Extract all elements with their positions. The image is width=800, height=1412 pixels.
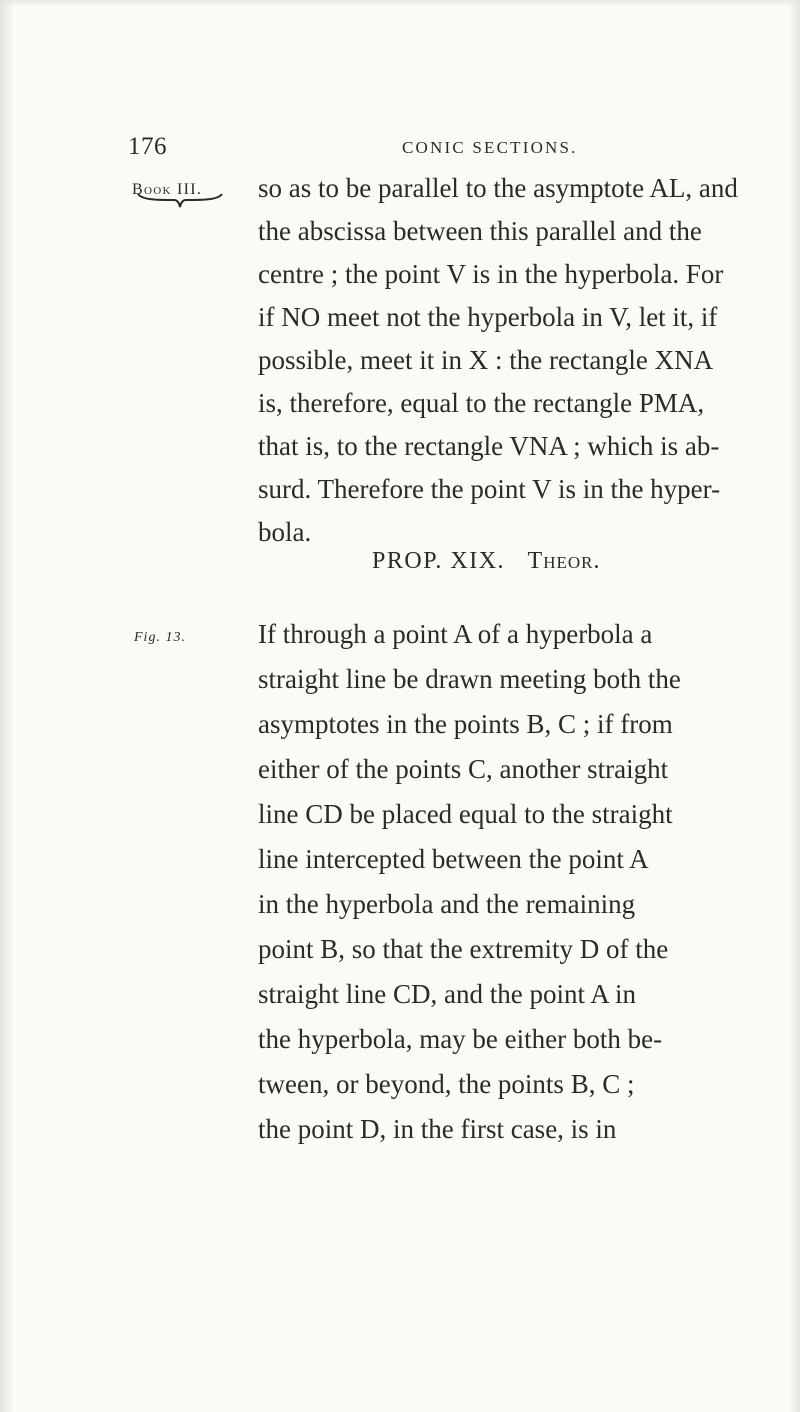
text-line: possible, meet it in X : the rectangle XNA	[258, 345, 714, 375]
text-line: that is, to the rectangle VNA ; which is ab-	[258, 431, 720, 461]
text-line: either of the points C, another straight	[258, 754, 669, 784]
text-line: line CD be placed equal to the straight	[258, 799, 673, 829]
margin-book-note: Book III.	[132, 181, 203, 198]
text-line: line intercepted between the point A	[258, 844, 649, 874]
text-line: the point D, in the first case, is in	[258, 1114, 617, 1144]
text-line: tween, or beyond, the points B, C ;	[258, 1069, 635, 1099]
proposition-label: PROP. XIX.	[372, 548, 506, 574]
page-number: 176	[128, 133, 167, 160]
text-line: surd. Therefore the point V is in the hyper-	[258, 474, 721, 504]
margin-brace-icon	[136, 192, 224, 210]
page-gutter-shadow	[0, 0, 14, 1412]
text-line: If through a point A of a hyperbola a	[258, 619, 653, 649]
text-line: straight line be drawn meeting both the	[258, 664, 681, 694]
text-line: in the hyperbola and the remaining	[258, 889, 636, 919]
text-line: asymptotes in the points B, C ; if from	[258, 709, 673, 739]
text-line: bola.	[258, 517, 312, 547]
text-line: point B, so that the extremity D of the	[258, 934, 669, 964]
text-line: centre ; the point V is in the hyperbola. For	[258, 259, 724, 289]
running-title: CONIC SECTIONS.	[402, 138, 578, 157]
text-line: straight line CD, and the point A in	[258, 979, 636, 1009]
page-edge-shadow	[788, 0, 800, 1412]
page-top-edge	[0, 0, 800, 6]
margin-figure-note: Fig. 13.	[134, 630, 186, 645]
text-line: if NO meet not the hyperbola in V, let it, if	[258, 302, 718, 332]
proposition-kind: Theor.	[527, 548, 601, 574]
text-line: so as to be parallel to the asymptote AL, and	[258, 173, 738, 203]
text-line: is, therefore, equal to the rectangle PMA,	[258, 388, 705, 418]
text-line: the hyperbola, may be either both be-	[258, 1024, 663, 1054]
text-line: the abscissa between this parallel and the	[258, 216, 702, 246]
proposition-heading	[372, 548, 600, 575]
